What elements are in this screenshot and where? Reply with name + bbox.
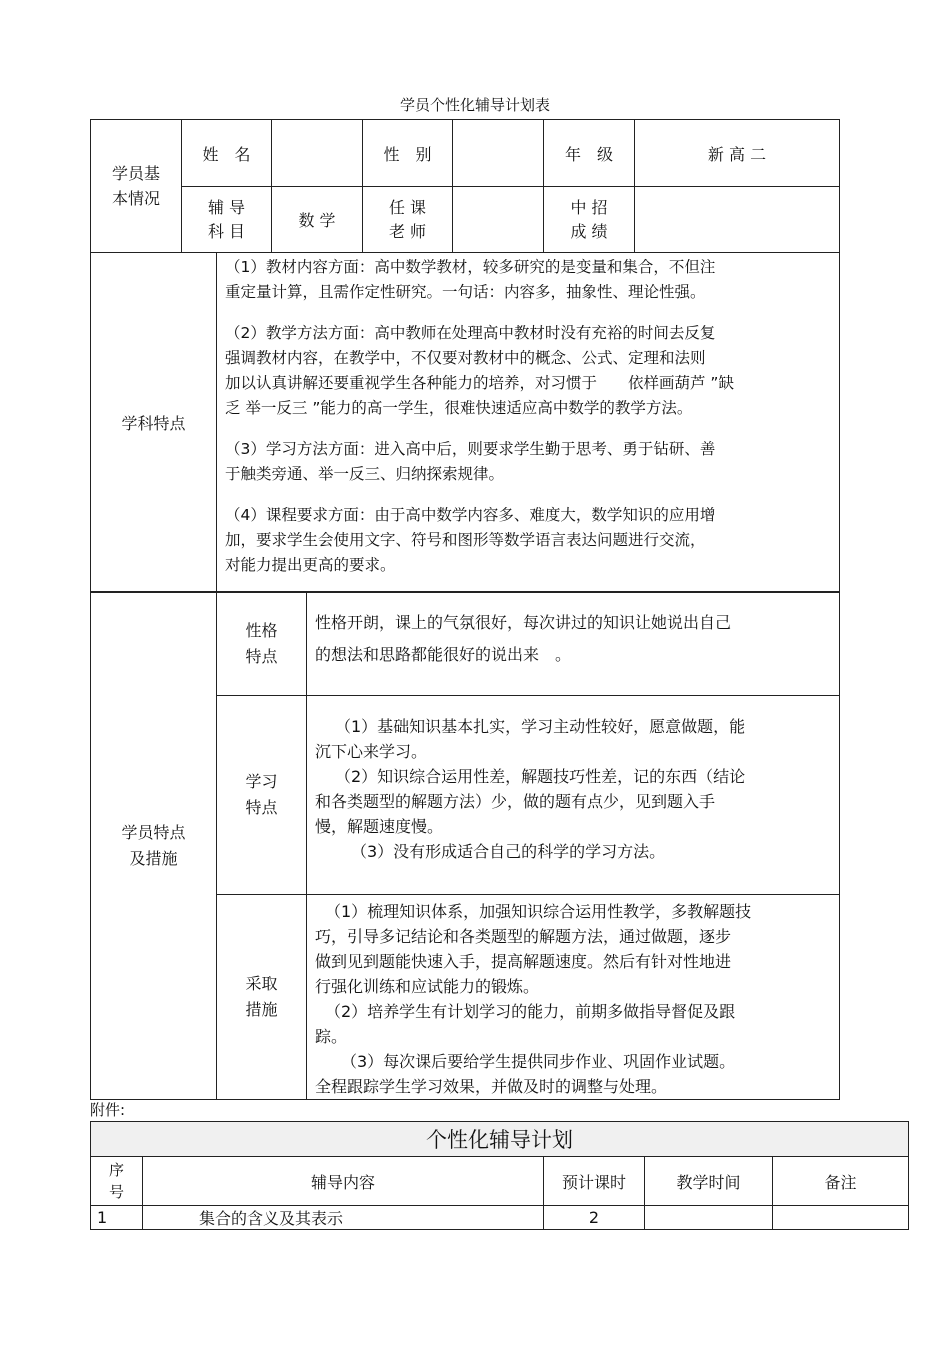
- measures-text: （1）梳理知识体系，加强知识综合运用性教学，多教解题技: [325, 902, 752, 921]
- learning-text: （3）没有形成适合自己的科学的学习方法。: [351, 842, 666, 861]
- subject-feature-text: 乏 举一反三 ”能力的高一学生，很难快速适应高中数学的教学方法。: [225, 399, 693, 417]
- personality-content: [307, 593, 840, 696]
- gender-label: 性 别: [363, 120, 453, 187]
- gender-value[interactable]: [453, 120, 544, 187]
- grade-value[interactable]: 新 高 二: [635, 120, 840, 187]
- subject-feature-text: （4）课程要求方面：由于高中数学内容多、难度大，数学知识的应用增: [225, 506, 716, 524]
- measures-text: 踪。: [315, 1027, 348, 1046]
- plan-row-hours: 2: [544, 1206, 645, 1230]
- basic-info-table: [90, 119, 840, 592]
- learning-text: （2）知识综合运用性差，解题技巧性差，记的东西（结论: [335, 767, 746, 786]
- subject-feature-text: 重定量计算，且需作定性研究。一句话：内容多，抽象性、理论性强。: [225, 283, 706, 301]
- learning-label: 学习 特点: [217, 696, 307, 895]
- plan-header-note: 备注: [773, 1157, 909, 1206]
- plan-table: [90, 1121, 909, 1230]
- plan-row-no: 1: [91, 1206, 143, 1230]
- measures-text: （2）培养学生有计划学习的能力，前期多做指导督促及跟: [325, 1002, 736, 1021]
- score-value[interactable]: [635, 187, 840, 253]
- subject-feature-text: （3）学习方法方面：进入高中后，则要求学生勤于思考、勇于钻研、善: [225, 440, 716, 458]
- teacher-value[interactable]: [453, 187, 544, 253]
- subject-label: 辅 导 科 目: [182, 187, 272, 253]
- plan-row-time[interactable]: [645, 1206, 773, 1230]
- teacher-label: 任 课 老 师: [363, 187, 453, 253]
- plan-header-no: 序 号: [91, 1157, 143, 1206]
- plan-row-note[interactable]: [773, 1206, 909, 1230]
- subject-feature-text: 于触类旁通、举一反三、归纳探索规律。: [225, 465, 505, 483]
- measures-text: 全程跟踪学生学习效果，并做及时的调整与处理。: [315, 1077, 668, 1096]
- measures-text: 行强化训练和应试能力的锻炼。: [315, 977, 540, 996]
- measures-content: [307, 895, 840, 1100]
- personality-text: 的想法和思路都能很好的说出来 。: [315, 645, 572, 664]
- name-label: 姓 名: [182, 120, 272, 187]
- subject-feature-text: 加，要求学生会使用文字、符号和图形等数学语言表达问题进行交流，: [225, 531, 706, 549]
- learning-text: （1）基础知识基本扎实，学习主动性较好，愿意做题，能: [335, 717, 746, 736]
- personality-text: 性格开朗，课上的气氛很好，每次讲过的知识让她说出自己: [315, 613, 732, 632]
- plan-title: 个性化辅导计划: [91, 1122, 909, 1157]
- learning-text: 沉下心来学习。: [315, 742, 428, 761]
- learning-content: [307, 696, 840, 895]
- measures-text: （3）每次课后要给学生提供同步作业、巩固作业试题。: [341, 1052, 736, 1071]
- grade-label: 年 级: [544, 120, 635, 187]
- name-value[interactable]: [272, 120, 363, 187]
- plan-header-content: 辅导内容: [143, 1157, 544, 1206]
- subject-features-content: [217, 253, 840, 592]
- measures-text: 做到见到题能快速入手，提高解题速度。然后有针对性地进: [315, 952, 732, 971]
- student-measures-table: [90, 592, 840, 1100]
- plan-row-content: 集合的含义及其表示: [143, 1206, 544, 1230]
- basic-section-label: 学员基本情况: [91, 120, 182, 253]
- measures-text: 巧，引导多记结论和各类题型的解题方法，通过做题，逐步: [315, 927, 732, 946]
- subject-feature-text: （1）教材内容方面：高中数学教材，较多研究的是变量和集合，不但注: [225, 258, 716, 276]
- plan-header-time: 教学时间: [645, 1157, 773, 1206]
- subject-feature-text: 对能力提出更高的要求。: [225, 556, 396, 574]
- learning-text: 慢，解题速度慢。: [315, 817, 444, 836]
- subject-feature-text: 强调教材内容，在教学中，不仅要对教材中的概念、公式、定理和法则: [225, 349, 706, 367]
- student-section-label: 学员特点 及措施: [91, 593, 217, 1100]
- subject-features-label: 学科特点: [91, 253, 217, 592]
- learning-text: 和各类题型的解题方法）少，做的题有点少，见到题入手: [315, 792, 716, 811]
- document-title: 学员个性化辅导计划表: [399, 96, 550, 114]
- subject-feature-text: （2）教学方法方面：高中教师在处理高中教材时没有充裕的时间去反复: [225, 324, 716, 342]
- subject-value[interactable]: 数 学: [272, 187, 363, 253]
- table-row: [91, 1206, 909, 1230]
- subject-feature-text: 加以认真讲解还要重视学生各种能力的培养，对习惯于 依样画葫芦 ”缺: [225, 374, 734, 392]
- plan-header-hours: 预计课时: [544, 1157, 645, 1206]
- measures-label: 采取 措施: [217, 895, 307, 1100]
- score-label: 中 招 成 绩: [544, 187, 635, 253]
- attachment-label: 附件:: [90, 1101, 126, 1119]
- personality-label: 性格 特点: [217, 593, 307, 696]
